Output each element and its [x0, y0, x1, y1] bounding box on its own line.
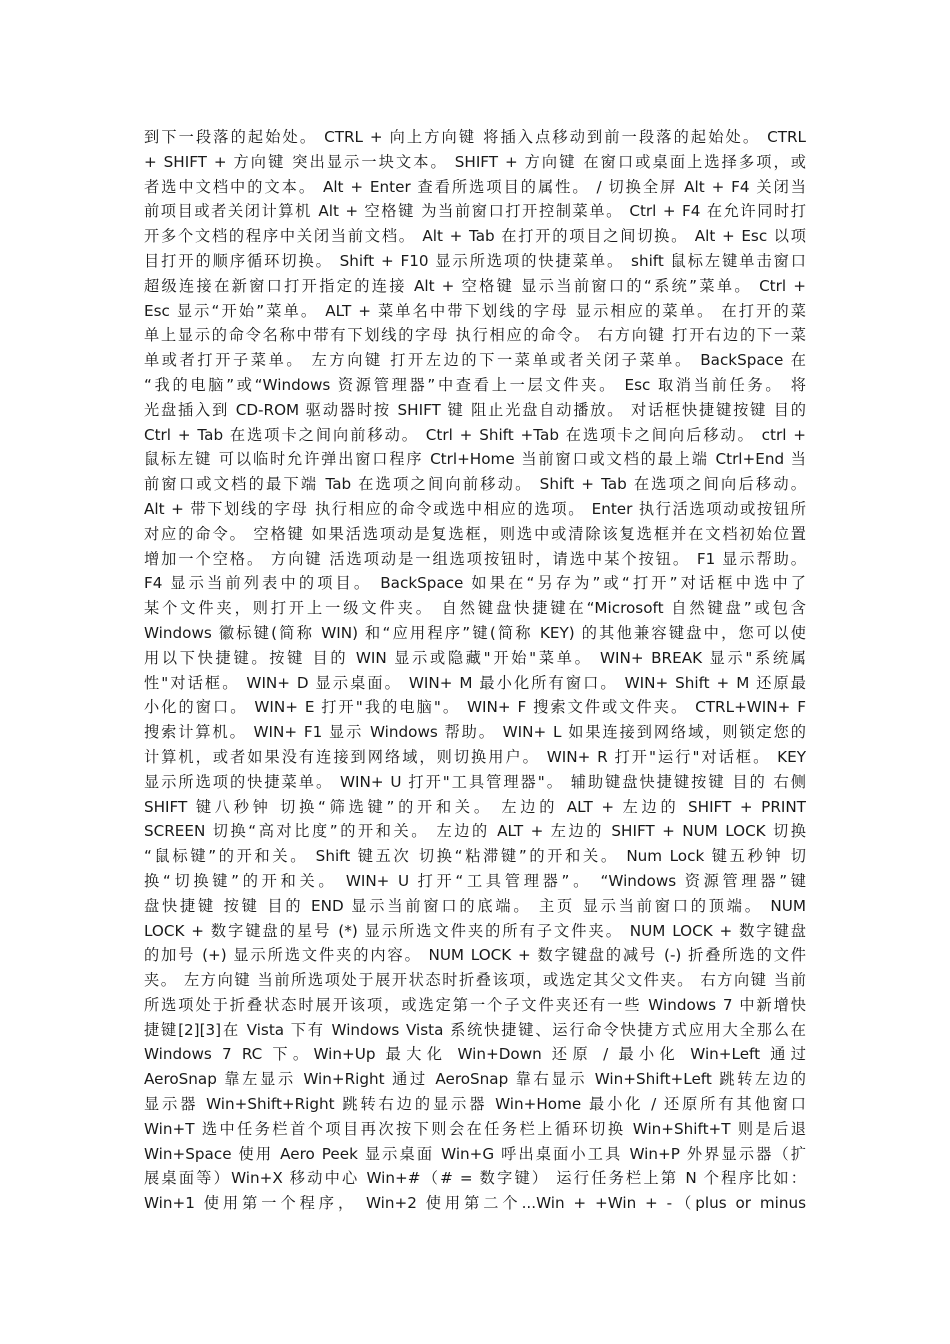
text-line: LOCK + 数字键盘的星号 (*) 显示所选文件夹的所有子文件夹。 NUM LOCK + 数字键盘 [144, 921, 806, 940]
text-line: 显示所选项的快捷菜单。 WIN+ U 打开"工具管理器"。 辅助键盘快捷键按键 目的 右侧 [144, 772, 806, 791]
text-line: 者选中文档中的文本。 Alt + Enter 查看所选项目的属性。 / 切换全屏 Alt + F4 关闭当 [144, 177, 806, 196]
text-line: 单上显示的命令名称中带有下划线的字母 执行相应的命令。 右方向键 打开右边的下一菜 [144, 326, 806, 345]
text-line: 盘快捷键 按键 目的 END 显示当前窗口的底端。 主页 显示当前窗口的顶端。 NUM [144, 896, 806, 915]
text-line: AeroSnap 靠左显示 Win+Right 通过 AeroSnap 靠右显示 Win+Shift+Left 跳转左边的 [144, 1070, 806, 1089]
text-line: + SHIFT + 方向键 突出显示一块文本。 SHIFT + 方向键 在窗口或桌面上选择多项，或 [144, 152, 806, 171]
text-line: 前窗口或文档的最下端 Tab 在选项之间向前移动。 Shift + Tab 在选项之间向后移动。 [144, 475, 806, 494]
text-line: 夹。 左方向键 当前所选项处于展开状态时折叠该项，或选定其父文件夹。 右方向键 当前 [144, 971, 806, 990]
text-line: 开多个文档的程序中关闭当前文档。 Alt + Tab 在打开的项目之间切换。 Alt + Esc 以项 [144, 227, 806, 246]
text-line: 光盘插入到 CD-ROM 驱动器时按 SHIFT 键 阻止光盘自动播放。 对话框快捷键按键 目的 [144, 400, 806, 419]
text-line: Windows 7 RC 下。Win+Up 最大化 Win+Down 还原 / 最小化 Win+Left 通过 [144, 1045, 806, 1064]
text-line: 鼠标左键 可以临时允许弹出窗口程序 Ctrl+Home 当前窗口或文档的最上端 Ctrl+End 当 [144, 450, 806, 469]
text-line: Ctrl + Tab 在选项卡之间向前移动。 Ctrl + Shift +Tab 在选项卡之间向后移动。 ctrl + [144, 425, 806, 444]
text-line: 超级连接在新窗口打开指定的连接 Alt + 空格键 显示当前窗口的“系统”菜单。 Ctrl + [144, 276, 806, 295]
text-line: SHIFT 键八秒钟 切换“筛选键”的开和关。 左边的 ALT + 左边的 SHIFT + PRINT [144, 797, 806, 816]
text-line: F4 显示当前列表中的项目。 BackSpace 如果在“另存为”或“打开”对话框中选中了 [144, 574, 806, 593]
text-line: 目打开的顺序循环切换。 Shift + F10 显示所选项的快捷菜单。 shift 鼠标左键单击窗口 [144, 251, 806, 270]
text-line: Win+Space 使用 Aero Peek 显示桌面 Win+G 呼出桌面小工具 Win+P 外界显示器（扩 [144, 1144, 806, 1163]
body-text [144, 125, 806, 1216]
text-line: 展桌面等）Win+X 移动中心 Win+#（# = 数字键） 运行任务栏上第 N 个程序比如： [144, 1169, 806, 1188]
text-line: 小化的窗口。 WIN+ E 打开"我的电脑"。 WIN+ F 搜索文件或文件夹。 CTRL+WIN+ F [144, 698, 806, 717]
text-line: 对应的命令。 空格键 如果活选项动是复选框，则选中或清除该复选框并在文档初始位置 [144, 524, 806, 543]
text-line: Windows 徽标键(简称 WIN) 和“应用程序”键(简称 KEY) 的其他兼容键盘中，您可以使 [144, 623, 806, 642]
text-line: 性"对话框。 WIN+ D 显示桌面。 WIN+ M 最小化所有窗口。 WIN+ Shift + M 还原最 [144, 673, 806, 692]
text-line: 前项目或者关闭计算机 Alt + 空格键 为当前窗口打开控制菜单。 Ctrl + F4 在允许同时打 [144, 202, 806, 221]
text-line: Win+T 选中任务栏首个项目再次按下则会在任务栏上循环切换 Win+Shift+T 则是后退 [144, 1119, 806, 1138]
text-line: 捷键[2][3]在 Vista 下有 Windows Vista 系统快捷键、运行命令快捷方式应用大全那么在 [144, 1020, 806, 1039]
text-line: 增加一个空格。 方向键 活选项动是一组选项按钮时，请选中某个按钮。 F1 显示帮助。 [144, 549, 806, 568]
text-line: 到下一段落的起始处。 CTRL + 向上方向键 将插入点移动到前一段落的起始处。 CTRL [144, 128, 806, 146]
text-line: 所选项处于折叠状态时展开该项，或选定第一个子文件夹还有一些 Windows 7 中新增快 [144, 995, 806, 1014]
text-line: Win+1 使用第一个程序， Win+2 使用第二个...Win + +Win + -（plus or minus [144, 1194, 806, 1213]
text-line: 单或者打开子菜单。 左方向键 打开左边的下一菜单或者关闭子菜单。 BackSpace 在 [144, 351, 806, 370]
text-line: 用以下快捷键。按键 目的 WIN 显示或隐藏"开始"菜单。 WIN+ BREAK 显示"系统属 [144, 648, 806, 667]
text-line: “我的电脑”或“Windows 资源管理器”中查看上一层文件夹。 Esc 取消当前任务。 将 [144, 375, 806, 394]
text-line: 搜索计算机。 WIN+ F1 显示 Windows 帮助。 WIN+ L 如果连接到网络域，则锁定您的 [144, 723, 806, 742]
text-line: 计算机，或者如果没有连接到网络域，则切换用户。 WIN+ R 打开"运行"对话框。 KEY [144, 747, 806, 766]
text-line: Esc 显示“开始”菜单。 ALT + 菜单名中带下划线的字母 显示相应的菜单。 在打开的菜 [144, 301, 806, 320]
text-line: Alt + 带下划线的字母 执行相应的命令或选中相应的选项。 Enter 执行活选项动或按钮所 [144, 499, 806, 518]
text-line: SCREEN 切换“高对比度”的开和关。 左边的 ALT + 左边的 SHIFT + NUM LOCK 切换 [144, 822, 806, 841]
text-line: 显示器 Win+Shift+Right 跳转右边的显示器 Win+Home 最小化 / 还原所有其他窗口 [144, 1095, 806, 1114]
text-line: “鼠标键”的开和关。 Shift 键五次 切换“粘滞键”的开和关。 Num Lock 键五秒钟 切 [144, 847, 806, 866]
text-line: 换“切换键”的开和关。 WIN+ U 打开“工具管理器”。 “Windows 资源管理器”键 [144, 871, 806, 890]
text-line: 某个文件夹，则打开上一级文件夹。 自然键盘快捷键在“Microsoft 自然键盘”或包含 [144, 599, 806, 618]
text-line: 的加号 (+) 显示所选文件夹的内容。 NUM LOCK + 数字键盘的减号 (-) 折叠所选的文件 [144, 946, 806, 965]
